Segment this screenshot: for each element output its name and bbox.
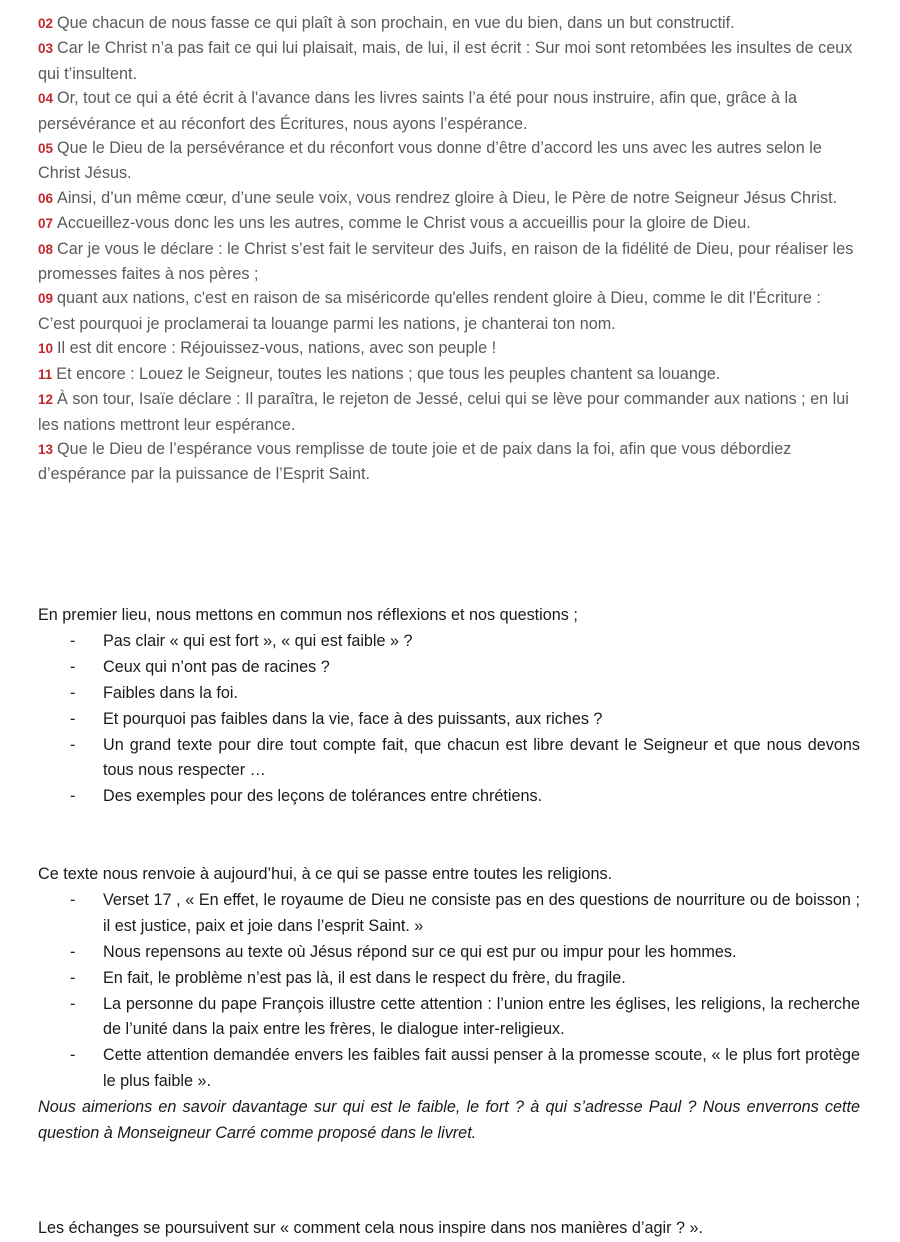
list-item xyxy=(38,888,860,940)
dash-bullet: - xyxy=(70,735,76,754)
list-item-text: Ceux qui n’ont pas de racines ? xyxy=(103,657,330,676)
dash-bullet: - xyxy=(70,890,76,909)
verse xyxy=(38,336,860,361)
verse-text: Or, tout ce qui a été écrit à l'avance dans les livres saints l’a été pour nous instruire, afin que, grâce à la persévérance et au réconfort des Écritures, nous ayons l’espérance. xyxy=(38,89,798,133)
list-item xyxy=(38,733,860,785)
reflections-section xyxy=(38,603,860,810)
verse xyxy=(38,136,860,186)
dash-bullet: - xyxy=(70,657,76,676)
scripture-verses xyxy=(38,11,860,487)
verse-text: Et encore : Louez le Seigneur, toutes les nations ; que tous les peuples chantent sa louange. xyxy=(56,364,721,383)
list-item xyxy=(38,940,860,966)
verse xyxy=(38,36,860,86)
verse-number: 03 xyxy=(38,41,54,57)
dash-bullet: - xyxy=(70,994,76,1013)
verse-number: 02 xyxy=(38,16,54,31)
list-item-text: Pas clair « qui est fort », « qui est faible » ? xyxy=(103,631,413,650)
section-intro: En premier lieu, nous mettons en commun nos réflexions et nos questions ; xyxy=(38,606,578,624)
verse xyxy=(38,387,860,437)
reflections-list xyxy=(38,629,860,810)
list-item xyxy=(38,707,860,733)
list-item xyxy=(38,784,860,810)
verse xyxy=(38,286,860,336)
verse-number: 13 xyxy=(38,441,54,457)
list-item xyxy=(38,655,860,681)
dash-bullet: - xyxy=(70,709,76,728)
verse-number: 05 xyxy=(38,141,54,157)
list-item-text: Un grand texte pour dire tout compte fait, que chacun est libre devant le Seigneur et que nous devons tous nous respecter … xyxy=(103,735,860,780)
list-item-text: En fait, le problème n’est pas là, il est dans le respect du frère, du fragile. xyxy=(103,968,626,987)
verse-number: 08 xyxy=(38,241,54,257)
dash-bullet: - xyxy=(70,631,76,650)
dash-bullet: - xyxy=(70,787,76,806)
dash-bullet: - xyxy=(70,942,76,961)
list-item xyxy=(38,966,860,992)
verse-text: quant aux nations, c'est en raison de sa miséricorde qu'elles rendent gloire à Dieu, comme le dit l’Écriture : C’est pourquoi je proclamerai ta louange parmi les nations, je chanterai ton nom. xyxy=(38,289,821,333)
list-item xyxy=(38,629,860,655)
list-item-text: Des exemples pour des leçons de tolérances entre chrétiens. xyxy=(103,787,543,806)
verse-number: 09 xyxy=(38,291,54,307)
verse-number: 07 xyxy=(38,216,54,232)
dash-bullet: - xyxy=(70,683,76,702)
verse-text: Que le Dieu de l’espérance vous remplisse de toute joie et de paix dans la foi, afin que vous débordiez d’espérance par la puissance de l’Esprit Saint. xyxy=(38,439,792,484)
list-item-text: Cette attention demandée envers les faibles fait aussi penser à la promesse scoute, « le plus fort protège le plus faible ». xyxy=(103,1046,860,1091)
verse xyxy=(38,211,860,236)
verse-text: Que chacun de nous fasse ce qui plaît à son prochain, en vue du bien, dans un but constructif. xyxy=(57,14,735,32)
italic-conclusion: Nous aimerions en savoir davantage sur qui est le faible, le fort ? à qui s’adresse Paul ? Nous enverrons cette question à Monseigneur Carré comme proposé dans le livret. xyxy=(38,1098,860,1143)
today-list xyxy=(38,888,860,1095)
list-item xyxy=(38,681,860,707)
verse-number: 12 xyxy=(38,392,54,408)
closing-paragraph: Les échanges se poursuivent sur « comment cela nous inspire dans nos manières d’agir ? ». xyxy=(38,1219,703,1238)
verse-text: Que le Dieu de la persévérance et du réconfort vous donne d’être d’accord les uns avec les autres selon le Christ Jésus. xyxy=(38,139,822,183)
verse-number: 06 xyxy=(38,190,54,206)
section-intro: Ce texte nous renvoie à aujourd’hui, à ce qui se passe entre toutes les religions. xyxy=(38,865,613,883)
verse xyxy=(38,11,860,36)
list-item xyxy=(38,992,860,1044)
verse xyxy=(38,437,860,487)
verse xyxy=(38,237,860,287)
verse-text: Ainsi, d’un même cœur, d’une seule voix, vous rendrez gloire à Dieu, le Père de notre Seigneur Jésus Christ. xyxy=(57,188,838,207)
list-item xyxy=(38,1043,860,1095)
dash-bullet: - xyxy=(70,1046,76,1065)
list-item-text: La personne du pape François illustre cette attention : l’union entre les églises, les religions, la recherche de l’unité dans la paix entre les frères, le dialogue inter-religieux. xyxy=(103,994,860,1039)
verse-text: À son tour, Isaïe déclare : Il paraîtra, le rejeton de Jessé, celui qui se lève pour commander aux nations ; en lui les nations mettront leur espérance. xyxy=(38,390,849,434)
verse-number: 11 xyxy=(38,366,53,382)
verse-text: Accueillez-vous donc les uns les autres, comme le Christ vous a accueillis pour la gloire de Dieu. xyxy=(57,214,751,233)
today-section xyxy=(38,862,860,1147)
verse xyxy=(38,86,860,136)
verse-text: Car je vous le déclare : le Christ s’est fait le serviteur des Juifs, en raison de la fidélité de Dieu, pour réaliser les promesses faites à nos pères ; xyxy=(38,239,854,284)
verse-text: Car le Christ n’a pas fait ce qui lui plaisait, mais, de lui, il est écrit : Sur moi sont retombées les insultes de ceux qui t’insultent. xyxy=(38,39,853,83)
dash-bullet: - xyxy=(70,968,76,987)
verse-number: 10 xyxy=(38,341,54,357)
verse xyxy=(38,362,860,387)
verse-number: 04 xyxy=(38,91,54,107)
verse xyxy=(38,186,860,211)
list-item-text: Faibles dans la foi. xyxy=(103,683,238,702)
list-item-text: Verset 17 , « En effet, le royaume de Dieu ne consiste pas en des questions de nourriture ou de boisson ; il est justice, paix et joie dans l’esprit Saint. » xyxy=(103,890,860,935)
verse-text: Il est dit encore : Réjouissez-vous, nations, avec son peuple ! xyxy=(57,339,497,358)
list-item-text: Nous repensons au texte où Jésus répond sur ce qui est pur ou impur pour les hommes. xyxy=(103,942,737,961)
list-item-text: Et pourquoi pas faibles dans la vie, face à des puissants, aux riches ? xyxy=(103,709,603,728)
